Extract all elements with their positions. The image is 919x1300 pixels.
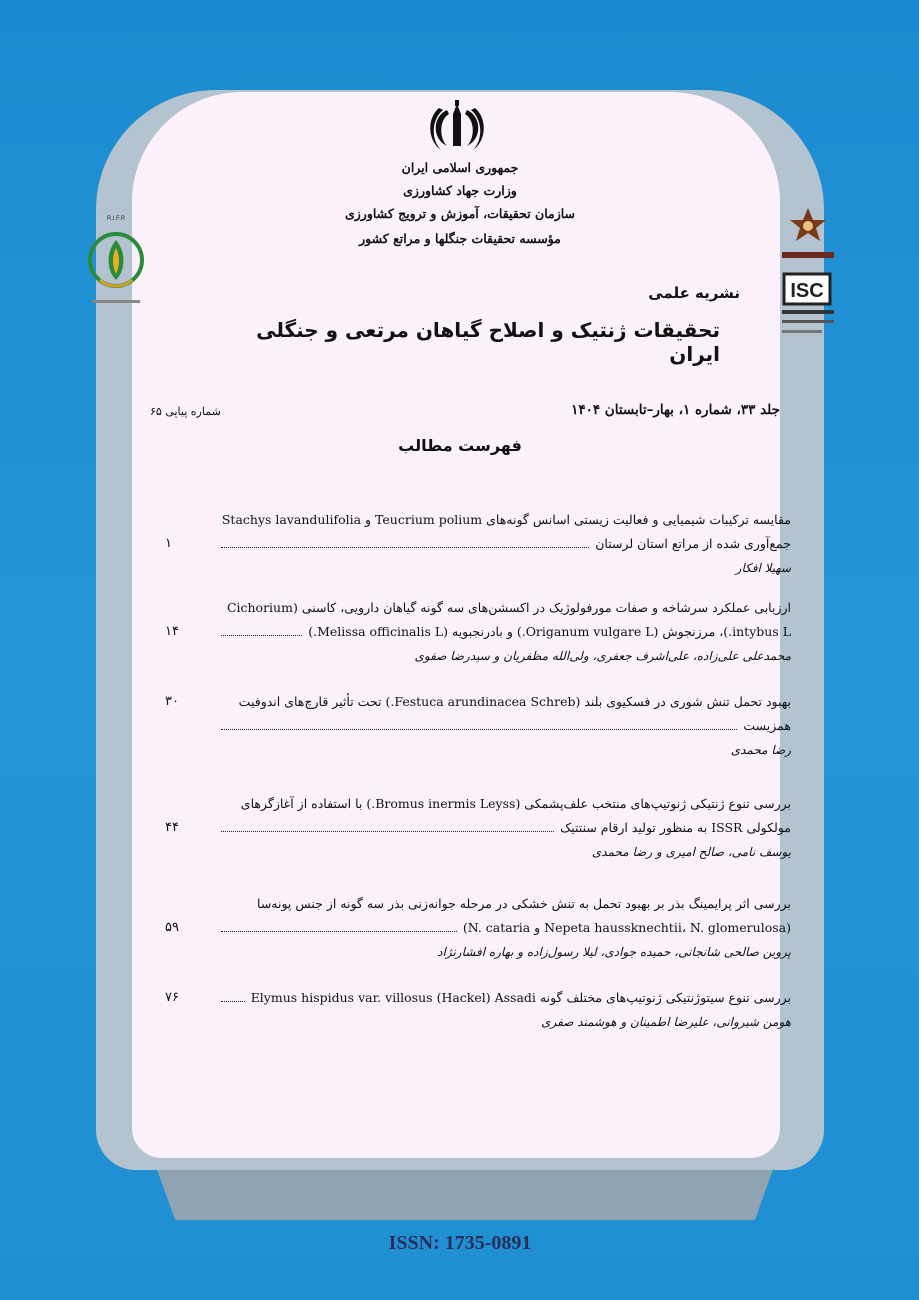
entry-title-line1: بررسی اثر پرایمینگ بذر بر بهبود تحمل به تنش خشکی در مرحله جوانه‌زنی بذر سه گونه از جنس پونه‌سا [257, 896, 791, 911]
entry-authors: رضا محمدی [730, 743, 791, 757]
toc-title: فهرست مطالب [398, 436, 522, 455]
toc-entry[interactable] [165, 690, 791, 762]
entry-authors: هومن شیروانی، علیرضا اطمینان و هوشمند صفری [541, 1015, 791, 1029]
toc-entry[interactable] [165, 792, 791, 864]
entry-title-line2-text: جمع‌آوری شده از مراتع استان لرستان [595, 536, 791, 551]
entry-page-number: ۱ [165, 536, 172, 551]
entry-page-number: ۴۴ [165, 820, 179, 835]
entry-page-number: ۳۰ [165, 694, 179, 709]
entry-title-line2 [165, 916, 791, 940]
entry-title-line2-text: (Nepeta haussknechtii، N. glomerulosa و N. cataria) [462, 920, 791, 935]
entry-authors: سهیلا افکار [735, 561, 791, 575]
issue-info: جلد ۳۳، شماره ۱، بهار–تابستان ۱۴۰۴ [571, 402, 780, 418]
entry-title-line2-text: همزیست [743, 718, 791, 733]
journal-label: نشریه علمی [648, 284, 740, 302]
toc-entry[interactable] [165, 508, 791, 580]
entry-title-line1-text: بررسی تنوع سیتوژنتیکی ژنوتیپ‌های مختلف گونه Elymus hispidus var. villosus (Hackel) Assadi [250, 990, 791, 1005]
header-country: جمهوری اسلامی ایران [401, 160, 519, 175]
svg-text:ISC: ISC [790, 280, 824, 302]
entry-title-line2 [165, 714, 791, 738]
entry-title-line2-text: intybus L.)، مرزنجوش (Origanum vulgare L.) و بادرنجبویه (Melissa officinalis L.) [308, 624, 791, 639]
leader-dots [221, 916, 457, 932]
journal-title: تحقیقات ژنتیک و اصلاح گیاهان مرتعی و جنگلی ایران [256, 318, 720, 366]
toc-entry[interactable] [165, 596, 791, 668]
entry-title-line1 [165, 986, 791, 1010]
isc-logo-icon [780, 200, 836, 350]
entry-authors: محمدعلی علی‌زاده، علی‌اشرف جعفری، ولی‌الله مظفریان و سیدرضا صفوی [414, 649, 791, 663]
entry-title-line2 [165, 532, 791, 556]
issn-number: ISSN: 1735-0891 [388, 1232, 532, 1254]
leader-dots [221, 620, 302, 636]
leader-dots [221, 986, 245, 1002]
leader-dots [221, 714, 737, 730]
leader-dots [221, 532, 589, 548]
entry-title-line1: مقایسه ترکیبات شیمیایی و فعالیت زیستی اسانس گونه‌های Teucrium polium و Stachys lavandulifolia [221, 512, 791, 527]
entry-authors: پروین صالحی شانجانی، حمیده جوادی، لیلا رسول‌زاده و بهاره افشارنژاد [437, 945, 791, 959]
serial-number: شماره پیاپی ۶۵ [150, 405, 221, 418]
header-ministry: وزارت جهاد کشاورزی [403, 183, 517, 198]
entry-title-line2 [165, 620, 791, 644]
entry-page-number: ۵۹ [165, 920, 179, 935]
entry-title-line2-text: مولکولی ISSR به منظور تولید ارقام سنتتیک [560, 820, 791, 835]
toc-entry[interactable] [165, 892, 791, 964]
entry-title-line2 [165, 816, 791, 840]
leader-dots [221, 816, 554, 832]
entry-authors: یوسف نامی، صالح امیری و رضا محمدی [591, 845, 791, 859]
iran-emblem-icon [425, 100, 489, 152]
svg-text:R.I.F.R: R.I.F.R [106, 216, 126, 222]
header-organization: سازمان تحقیقات، آموزش و ترویج کشاورزی [344, 206, 576, 221]
entry-title-line1-text: بهبود تحمل تنش شوری در فسکیوی بلند (Festuca arundinacea Schreb.) تحت تأثیر قارچ‌های اندوفیت [238, 694, 791, 709]
toc-entry[interactable] [165, 986, 791, 1034]
entry-page-number: ۷۶ [165, 990, 179, 1005]
entry-title-line1: بررسی تنوع ژنتیکی ژنوتیپ‌های منتخب علف‌پشمکی (Bromus inermis Leyss.) با استفاده از آغازگرهای [240, 796, 791, 811]
rifr-logo-icon [86, 212, 146, 318]
entry-title-line1: ارزیابی عملکرد سرشاخه و صفات مورفولوژیک در اکسشن‌های سه گونه گیاهان دارویی، کاسنی (Cichorium [226, 600, 791, 615]
entry-page-number: ۱۴ [165, 624, 179, 639]
header-institute: مؤسسه تحقیقات جنگلها و مراتع کشور [359, 231, 561, 246]
entry-title-line1 [165, 690, 791, 714]
